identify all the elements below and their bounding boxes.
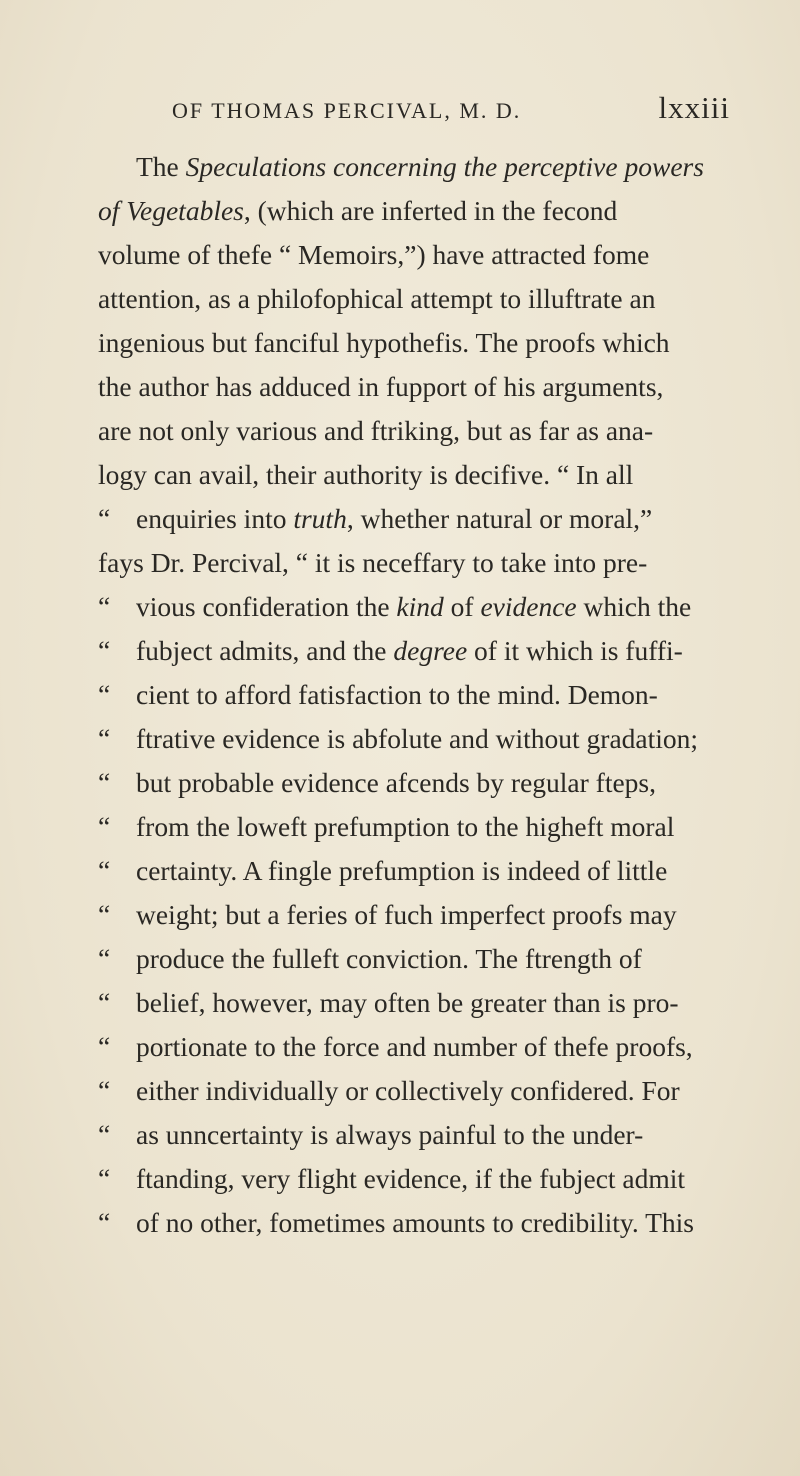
text-line	[136, 145, 738, 189]
line-17: weight; but a feries of fuch imperfect proofs may	[136, 899, 677, 930]
line-15: from the loweft prefumption to the higheft moral	[136, 811, 675, 842]
text-line	[98, 629, 738, 673]
text-line	[98, 497, 738, 541]
text-line	[98, 893, 738, 937]
line-19: belief, however, may often be greater than is pro-	[136, 987, 679, 1018]
text-line	[98, 805, 738, 849]
text-line	[98, 1113, 738, 1157]
line-18: produce the fulleft conviction. The ftrength of	[136, 943, 642, 974]
line-3: attention, as a philofophical attempt to illuftrate an	[98, 283, 656, 314]
line-10: vious confideration the kind of evidence which the	[136, 591, 692, 622]
line-7: logy can avail, their authority is decifive. “ In all	[98, 459, 634, 490]
text-line	[98, 365, 738, 409]
line-5: the author has adduced in fupport of his arguments,	[98, 371, 664, 402]
text-line	[98, 233, 738, 277]
text-line	[98, 277, 738, 321]
line-22: as unncertainty is always painful to the under-	[136, 1119, 644, 1150]
text-line	[98, 673, 738, 717]
line-14: but probable evidence afcends by regular fteps,	[136, 767, 656, 798]
text-line	[98, 849, 738, 893]
text-line	[98, 1201, 738, 1245]
page-number: lxxiii	[658, 90, 730, 125]
text-line	[98, 189, 738, 233]
line-2: volume of thefe “ Memoirs,”) have attracted fome	[98, 239, 650, 270]
line-4: ingenious but fanciful hypothefis. The proofs which	[98, 327, 670, 358]
line-0: The Speculations concerning the perceptive powers	[136, 151, 704, 182]
line-21: either individually or collectively confidered. For	[136, 1075, 680, 1106]
text-line	[98, 585, 738, 629]
running-head-title: OF THOMAS PERCIVAL, M. D.	[172, 98, 522, 123]
line-12: cient to afford fatisfaction to the mind. Demon-	[136, 679, 658, 710]
text-line	[98, 1025, 738, 1069]
text-line	[98, 409, 738, 453]
running-head	[172, 90, 730, 130]
line-11: fubject admits, and the degree of it which is fuffi-	[136, 635, 683, 666]
line-8: enquiries into truth, whether natural or moral,”	[136, 503, 653, 534]
text-line	[98, 541, 738, 585]
line-23: ftanding, very flight evidence, if the fubject admit	[136, 1163, 686, 1194]
line-20: portionate to the force and number of thefe proofs,	[136, 1031, 693, 1062]
line-13: ftrative evidence is abfolute and without gradation;	[136, 723, 699, 754]
line-16: certainty. A fingle prefumption is indeed of little	[136, 855, 668, 886]
text-line	[98, 321, 738, 365]
text-line	[98, 981, 738, 1025]
text-line	[98, 1069, 738, 1113]
text-line	[98, 937, 738, 981]
line-1: of Vegetables, (which are inferted in the fecond	[98, 195, 618, 226]
text-line	[98, 453, 738, 497]
text-line	[98, 761, 738, 805]
line-6: are not only various and ftriking, but as far as ana-	[98, 415, 654, 446]
line-9: fays Dr. Percival, “ it is neceffary to take into pre-	[98, 547, 648, 578]
line-24: of no other, fometimes amounts to credibility. This	[136, 1207, 694, 1238]
text-line	[98, 1157, 738, 1201]
text-line	[98, 717, 738, 761]
